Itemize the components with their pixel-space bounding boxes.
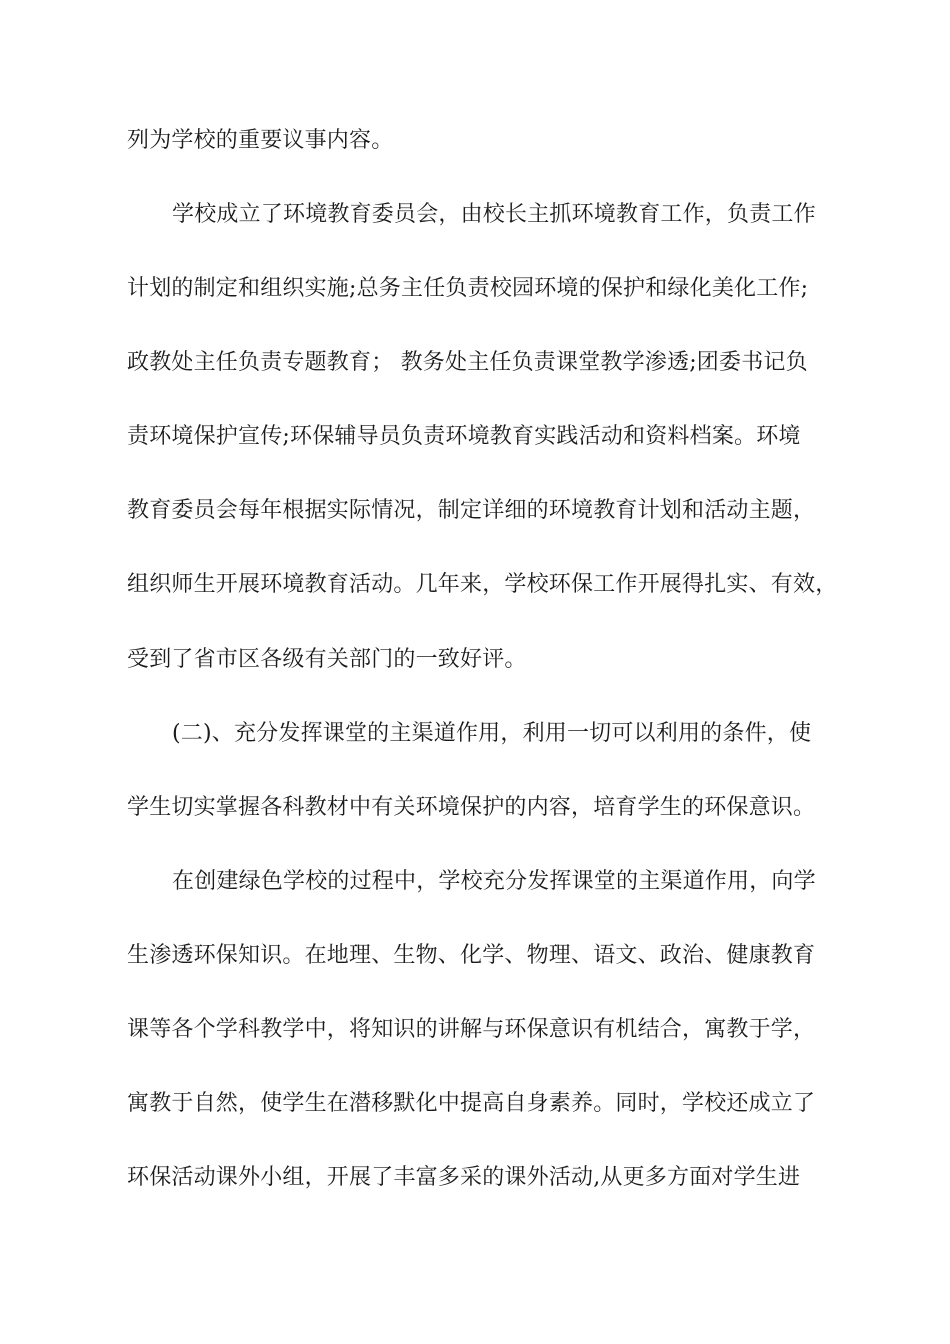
text-line: 环保活动课外小组，开展了丰富多采的课外活动,从更多方面对学生进 bbox=[127, 1165, 801, 1190]
text-line: 生渗透环保知识。在地理、生物、化学、物理、语文、政治、健康教育 bbox=[127, 943, 816, 968]
text-line: 组织师生开展环境教育活动。几年来，学校环保工作开展得扎实、有效， bbox=[127, 572, 838, 597]
section-heading-line: 学生切实掌握各科教材中有关环境保护的内容，培育学生的环保意识。 bbox=[127, 795, 816, 820]
text-line: 列为学校的重要议事内容。 bbox=[127, 128, 394, 153]
text-line: 在创建绿色学校的过程中，学校充分发挥课堂的主渠道作用，向学 bbox=[172, 869, 816, 894]
section-heading-line: (二)、充分发挥课堂的主渠道作用，利用一切可以利用的条件，使 bbox=[172, 721, 812, 746]
text-line: 计划的制定和组织实施;总务主任负责校园环境的保护和绿化美化工作; bbox=[127, 276, 809, 301]
text-line: 政教处主任负责专题教育； 教务处主任负责课堂教学渗透;团委书记负 bbox=[127, 350, 808, 375]
text-line: 受到了省市区各级有关部门的一致好评。 bbox=[127, 647, 527, 672]
text-line: 学校成立了环境教育委员会，由校长主抓环境教育工作，负责工作 bbox=[172, 202, 816, 227]
text-line: 课等各个学科教学中，将知识的讲解与环保意识有机结合，寓教于学， bbox=[127, 1017, 816, 1042]
text-line: 责环境保护宣传;环保辅导员负责环境教育实践活动和资料档案。环境 bbox=[127, 424, 801, 449]
text-line: 教育委员会每年根据实际情况，制定详细的环境教育计划和活动主题， bbox=[127, 498, 816, 523]
text-line: 寓教于自然，使学生在潜移默化中提高自身素养。同时，学校还成立了 bbox=[127, 1091, 816, 1116]
